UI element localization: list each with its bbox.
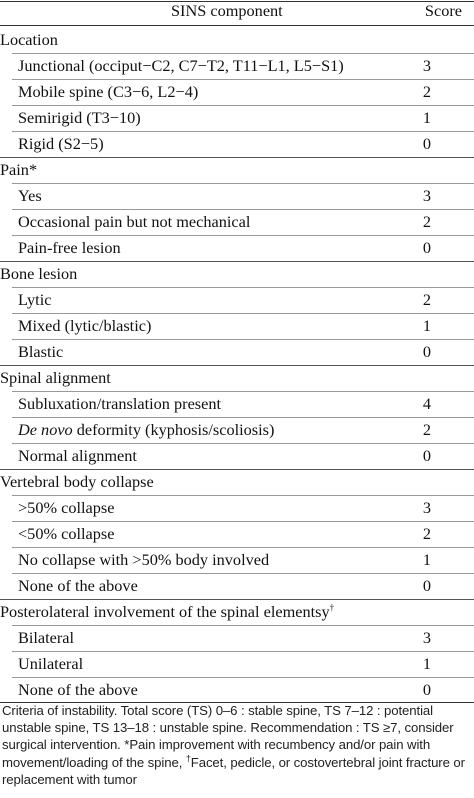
- table-row: Rigid (S2−5) 0: [18, 134, 431, 153]
- table-row: <50% collapse 2: [18, 524, 431, 543]
- table-row: None of the above 0: [18, 576, 431, 595]
- table-header: [0, 0, 474, 24]
- table-row: Semirigid (T3−10) 1: [18, 108, 431, 127]
- table-row: Mobile spine (C3−6, L2−4) 2: [18, 82, 431, 101]
- dagger-mark: †: [185, 753, 191, 764]
- table-row: Mixed (lytic/blastic) 1: [18, 316, 431, 335]
- section-title: Spinal alignment: [0, 368, 111, 387]
- table-row: Subluxation/translation present 4: [18, 394, 431, 413]
- table-row: None of the above 0: [18, 680, 431, 699]
- section-title: Bone lesion: [0, 264, 78, 283]
- table-row: De novo deformity (kyphosis/scoliosis) 2: [18, 420, 431, 439]
- table-footnote: Criteria of instability. Total score (TS) 0–6 : stable spine, TS 7–12 : potential unstable spine, TS 13–18 : unstable spine. Recommendation : TS ≥7, consider surgical intervention. *Pain improvement with recumbency and/or pain with movement/loading of the spine, †Facet, pedicle, or costovertebral joint fracture or replacement with tumor: [2, 703, 465, 787]
- header-rule: [0, 25, 474, 26]
- table-row: Occasional pain but not mechanical 2: [18, 212, 431, 231]
- table-row: Lytic 2: [18, 290, 431, 309]
- table-row: Pain-free lesion 0: [18, 238, 431, 257]
- table-row: No collapse with >50% body involved 1: [18, 550, 431, 569]
- header-score: Score: [424, 1, 462, 20]
- table-row: Blastic 0: [18, 342, 431, 361]
- section-title: Vertebral body collapse: [0, 472, 154, 491]
- section-title: Location: [0, 30, 58, 49]
- table-row: Unilateral 1: [18, 654, 431, 673]
- section-title: Pain*: [0, 160, 38, 179]
- dagger-mark: †: [329, 602, 335, 613]
- table-row: Junctional (occiput−C2, C7−T2, T11−L1, L5−S1) 3: [18, 56, 431, 75]
- header-component: SINS component: [171, 1, 283, 20]
- table-row: Normal alignment 0: [18, 446, 431, 465]
- italic-term: De novo: [18, 420, 73, 439]
- table-row: >50% collapse 3: [18, 498, 431, 517]
- section-title: Posterolateral involvement of the spinal elementsy†: [0, 602, 335, 621]
- table-row: Bilateral 3: [18, 628, 431, 647]
- table-row: Yes 3: [18, 186, 431, 205]
